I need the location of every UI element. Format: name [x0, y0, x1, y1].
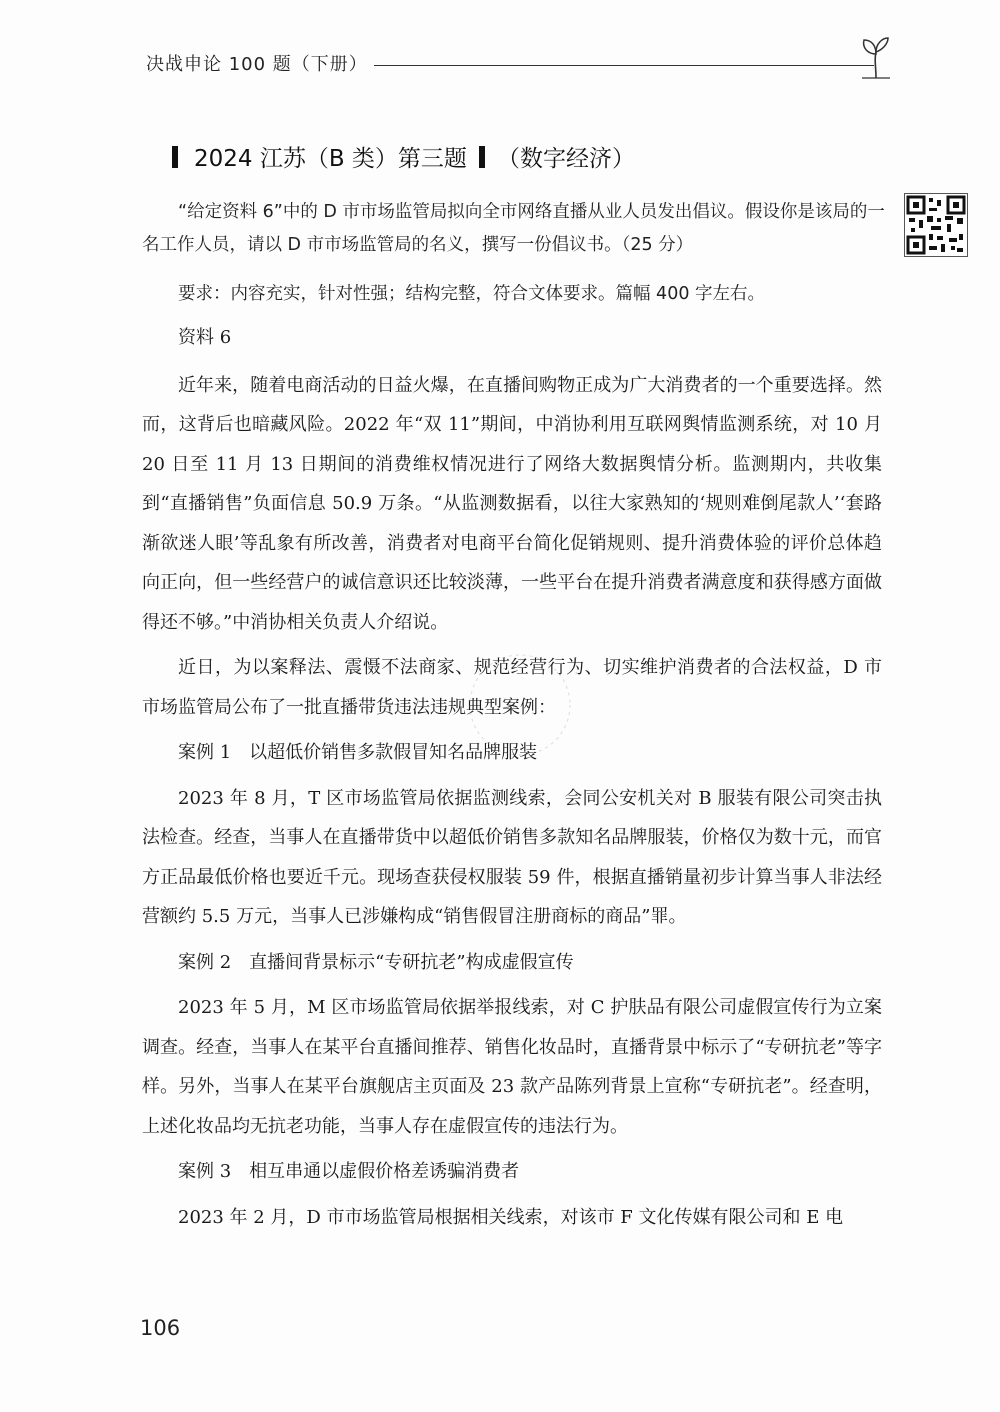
material-body	[142, 318, 882, 1237]
page-number: 106	[140, 1316, 181, 1340]
title-bar-right	[479, 146, 485, 168]
running-header	[146, 44, 894, 78]
watermark-stamp	[455, 640, 585, 770]
case-heading: 案例 1 以超低价销售多款假冒知名品牌服装	[178, 742, 538, 763]
question-requirement: 要求：内容充实，针对性强；结构完整，符合文体要求。篇幅 400 字左右。	[178, 284, 766, 304]
title-bar-left	[172, 146, 178, 168]
question-title	[172, 140, 635, 173]
sprout-icon	[858, 36, 894, 80]
paragraph: 近日，为以案释法、震慑不法商家、规范经营行为、切实维护消费者的合法权益，D 市市场监管局公布了一批直播带货违法违规典型案例：	[142, 657, 882, 718]
question-prompt: “给定资料 6”中的 D 市市场监管局拟向全市网络直播从业人员发出倡议。假设你是该局的一名工作人员，请以 D 市市场监管局的名义，撰写一份倡议书。（25 分）	[142, 202, 885, 255]
qr-code	[904, 193, 968, 257]
paragraph: 2023 年 8 月，T 区市场监管局依据监测线索，会同公安机关对 B 服装有限公司突击执法检查。经查，当事人在直播带货中以超低价销售多款知名品牌服装，价格仅为数十元，而官方正品最低价格也要近千元。现场查获侵权服装 59 件，根据直播销量初步计算当事人非法经营额约 5.5 万元，当事人已涉嫌构成“销售假冒注册商标的商品”罪。	[142, 787, 882, 927]
question-title-main: 2024 江苏（B 类）第三题	[194, 146, 467, 172]
case-heading: 案例 3 相互串通以虚假价格差诱骗消费者	[178, 1161, 520, 1182]
paragraph: 2023 年 5 月，M 区市场监管局依据举报线索，对 C 护肤品有限公司虚假宣传行为立案调查。经查，当事人在某平台直播间推荐、销售化妆品时，直播背景中标示了“专研抗老”等字样。另外，当事人在某平台旗舰店主页面及 23 款产品陈列背景上宣称“专研抗老”。经查明，上述化妆品均无抗老功能，当事人存在虚假宣传的违法行为。	[142, 997, 882, 1137]
paragraph: 2023 年 2 月，D 市市场监管局根据相关线索，对该市 F 文化传媒有限公司和 E 电	[178, 1206, 844, 1228]
header-rule	[374, 65, 874, 66]
paragraph: 近年来，随着电商活动的日益火爆，在直播间购物正成为广大消费者的一个重要选择。然而，这背后也暗藏风险。2022 年“双 11”期间，中消协利用互联网舆情监测系统，对 10 月 20 日至 11 月 13 日期间的消费维权情况进行了网络大数据舆情分析。监测期内，共收集到“直播销售”负面信息 50.9 万条。“从监测数据看，以往大家熟知的‘规则难倒尾款人’‘套路渐欲迷人眼’等乱象有所改善，消费者对电商平台简化促销规则、提升消费体验的评价总体趋向正向，但一些经营户的诚信意识还比较淡薄，一些平台在提升消费者满意度和获得感方面做得还不够。”中消协相关负责人介绍说。	[142, 374, 882, 633]
book-title: 决战申论 100 题（下册）	[146, 54, 368, 75]
question-topic: （数字经济）	[496, 146, 635, 172]
material-label: 资料 6	[178, 327, 232, 348]
case-heading: 案例 2 直播间背景标示“专研抗老”构成虚假宣传	[178, 951, 574, 973]
